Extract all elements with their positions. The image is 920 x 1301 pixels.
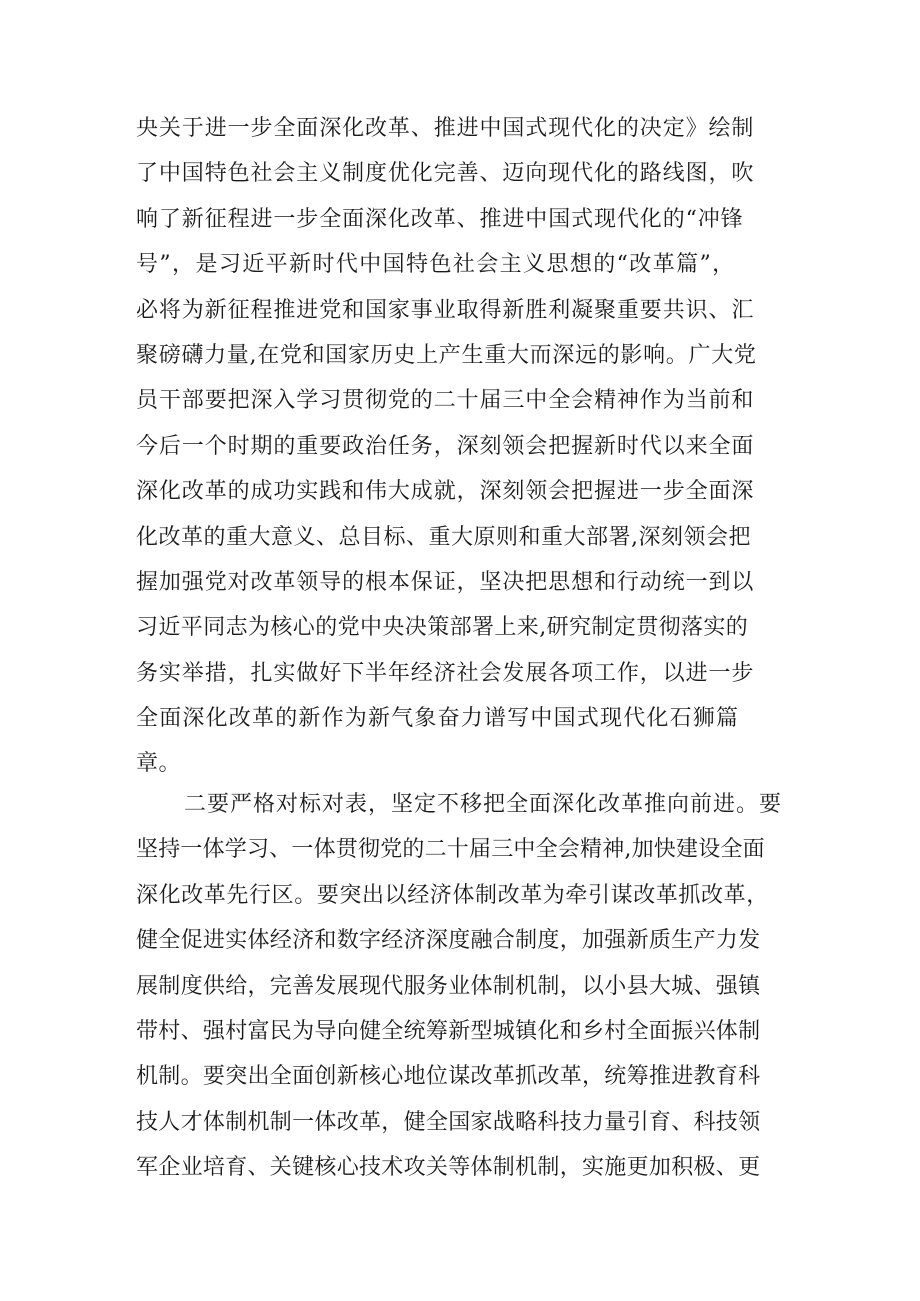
- text-line: 习近平同志为核心的党中央决策部署上来,研究制定贯彻落实的: [136, 615, 749, 641]
- text-line: 员干部要把深入学习贯彻党的二十届三中全会精神作为当前和: [136, 388, 755, 414]
- text-line: 机制。要突出全面创新核心地位谋改革抓改革，统筹推进教育科: [136, 1064, 761, 1090]
- paragraph-2: [136, 782, 796, 1191]
- text-line: 央关于进一步全面深化改革、推进中国式现代化的决定》绘制: [136, 116, 755, 141]
- text-line: 技人才体制机制一体改革，健全国家战略科技力量引育、科技领: [136, 1109, 761, 1135]
- paragraph-1: [136, 106, 796, 787]
- text-line: 号”，是习近平新时代中国特色社会主义思想的“改革篇”，: [136, 252, 736, 278]
- text-line: 化改革的重大意义、总目标、重大原则和重大部署,深刻领会把: [136, 524, 751, 550]
- text-line: 深化改革先行区。要突出以经济体制改革为牵引谋改革抓改革，: [136, 882, 769, 908]
- text-line: 握加强党对改革领导的根本保证，坚决把思想和行动统一到以: [136, 569, 755, 595]
- text-line: 务实举措，扎实做好下半年经济社会发展各项工作，以进一步: [136, 660, 755, 686]
- text-line: 全面深化改革的新作为新气象奋力谱写中国式现代化石狮篇: [136, 706, 740, 732]
- text-line: 响了新征程进一步全面深化改革、推进中国式现代化的“冲锋: [136, 206, 744, 232]
- text-line: 二要严格对标对表，坚定不移把全面深化改革推向前进。要: [184, 792, 783, 817]
- text-line: 章。: [136, 751, 182, 777]
- text-line: 今后一个时期的重要政治任务，深刻领会把握新时代以来全面: [136, 433, 755, 459]
- text-line: 军企业培育、关键核心技术攻关等体制机制，实施更加积极、更: [136, 1155, 761, 1181]
- text-line: 了中国特色社会主义制度优化完善、迈向现代化的路线图，吹: [136, 161, 755, 187]
- text-line: 必将为新征程推进党和国家事业取得新胜利凝聚重要共识、汇: [136, 297, 755, 323]
- text-line: 坚持一体学习、一体贯彻党的二十届三中全会精神,加快建设全面: [136, 837, 765, 863]
- text-line: 展制度供给，完善发展现代服务业体制机制，以小县大城、强镇: [136, 973, 761, 999]
- text-line: 带村、强村富民为导向健全统筹新型城镇化和乡村全面振兴体制: [136, 1018, 761, 1044]
- text-line: 聚磅礴力量,在党和国家历史上产生重大而深远的影响。广大党: [136, 342, 757, 368]
- text-line: 深化改革的成功实践和伟大成就，深刻领会把握进一步全面深: [136, 479, 755, 505]
- text-line: 健全促进实体经济和数字经济深度融合制度，加强新质生产力发: [136, 928, 761, 954]
